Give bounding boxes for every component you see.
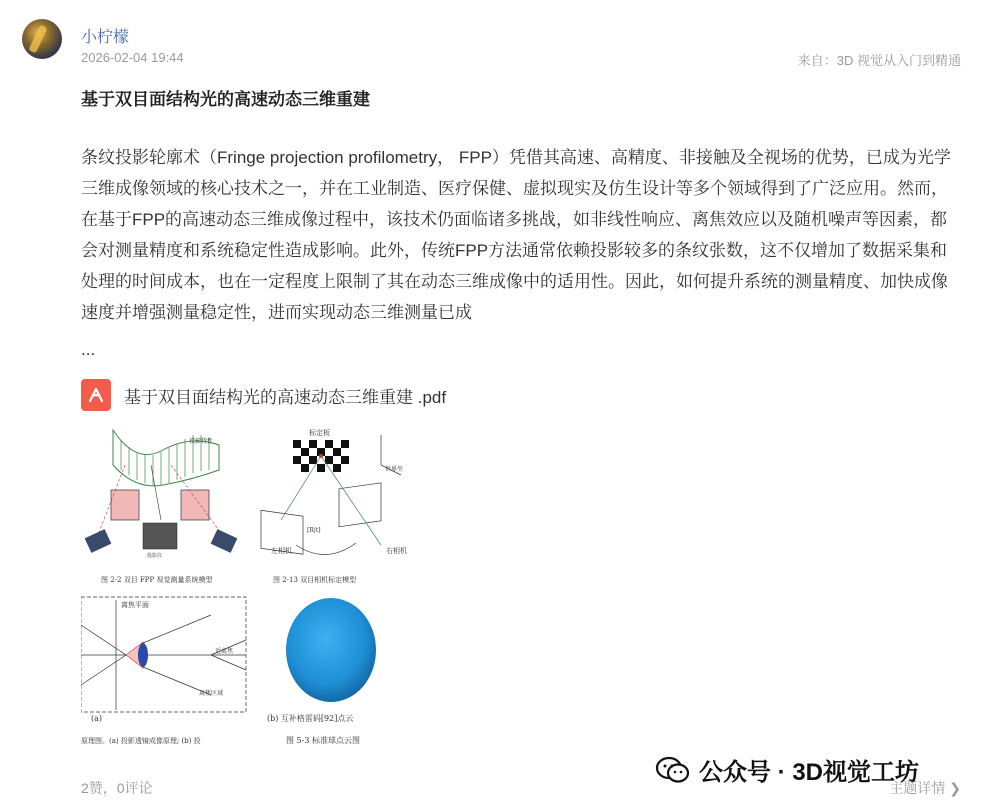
- post-stats: 2赞，0评论: [81, 780, 153, 796]
- avatar[interactable]: [22, 19, 62, 59]
- svg-text:右相机: 右相机: [386, 547, 407, 555]
- source-link[interactable]: 来自：3D 视觉从入门到精通: [797, 53, 961, 68]
- svg-text:原理图。(a) 投影透镜成像原理; (b) 投: 原理图。(a) 投影透镜成像原理; (b) 投: [81, 737, 201, 745]
- post-images[interactable]: [81, 425, 421, 755]
- post-body-text: 条纹投影轮廓术（Fringe projection profilometry， FPP）凭借其高速、高精度、非接触及全视场的优势，已成为光学三维成像领域的核心技术之一，并在工业制造、医疗保健、虚拟现实及仿生设计等多个领域得到了广泛应用。然而，在基于FPP的高速动态三维成像过程中，该技术仍面临诸多挑战，如非线性响应、离焦效应以及随机噪声等因素，都会对测量精度和系统稳定性造成影响。此外，传统FPP方法通常依赖投影较多的条纹张数，这不仅增加了数据采集和处理的时间成本，也在一定程度上限制了其在动态三维成像中的适用性。因此，如何提升系统的测量精度、加快成像速度并增强测量稳定性，进而实现动态三维测量已成: [81, 148, 951, 322]
- svg-text:[R|t]: [R|t]: [307, 527, 321, 534]
- svg-text:左相机: 左相机: [271, 547, 292, 555]
- figure-defocus-principle: [81, 597, 246, 745]
- svg-text:离焦平面: 离焦平面: [121, 601, 149, 609]
- svg-text:图 5-3 标准球点云图: 图 5-3 标准球点云图: [286, 736, 360, 745]
- post-body: [81, 142, 961, 330]
- svg-text:(b) 互补格雷码[92]点云: (b) 互补格雷码[92]点云: [267, 714, 354, 723]
- figure-fpp-model: [85, 430, 238, 584]
- attachment-name: 基于双目面结构光的高速动态三维重建 .pdf: [124, 387, 447, 407]
- svg-text:图 2-2 双目 FPP 视觉测量系统模型: 图 2-2 双目 FPP 视觉测量系统模型: [101, 576, 213, 584]
- expand-ellipsis[interactable]: ...: [81, 340, 96, 359]
- username[interactable]: 小柠檬: [81, 29, 130, 46]
- post-timestamp: 2026-02-04 19:44: [81, 50, 184, 65]
- post-title: 基于双目面结构光的高速动态三维重建: [81, 90, 370, 109]
- svg-text:离焦区域: 离焦区域: [199, 690, 224, 697]
- wechat-icon: [655, 756, 691, 784]
- svg-text:图 2-13 双目相机标定模型: 图 2-13 双目相机标定模型: [273, 576, 357, 584]
- svg-text:投影仪: 投影仪: [147, 553, 163, 559]
- figure-sphere-point-cloud: [267, 598, 376, 745]
- attachment[interactable]: [81, 378, 446, 412]
- svg-text:标定板: 标定板: [309, 429, 330, 437]
- topic-detail-link[interactable]: 主题详情 ❯: [889, 780, 961, 796]
- watermark-text: 公众号 · 3D视觉工坊: [699, 759, 920, 786]
- pdf-icon: [81, 379, 111, 411]
- svg-text:世界坐: 世界坐: [385, 466, 404, 473]
- svg-text:投影特性: 投影特性: [189, 438, 214, 445]
- svg-text:(a): (a): [91, 714, 103, 723]
- figure-stereo-calibration: [261, 428, 407, 584]
- watermark: [655, 752, 919, 787]
- svg-text:近离焦: 近离焦: [215, 648, 234, 655]
